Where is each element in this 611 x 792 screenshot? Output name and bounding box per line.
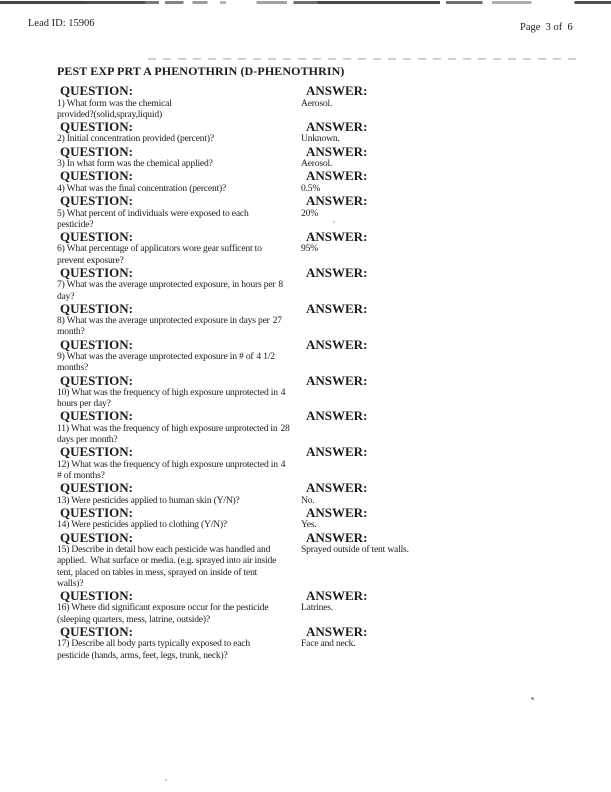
qa-block-5 [57, 195, 592, 230]
question-line-text: month? [57, 326, 85, 338]
qa-block-3 [57, 143, 592, 170]
question-line-text: 11) What was the frequency of high exposure unprotected in [57, 422, 278, 434]
qa-block-13 [57, 482, 592, 506]
question-label: QUESTION: [60, 408, 133, 424]
question-text [57, 279, 300, 301]
question-label: QUESTION: [60, 118, 133, 134]
question-text [57, 315, 300, 337]
answer-text [300, 279, 592, 301]
question-line-text: 5) What percent of individuals were exposed to each [57, 207, 249, 219]
question-line-text: prevent exposure? [57, 254, 124, 266]
question-line-text: 3) In what form was the chemical applied? [57, 158, 213, 170]
answer-text: No. [301, 494, 315, 506]
qa-block-10 [57, 372, 592, 410]
scan-artifact-line [148, 58, 580, 60]
answer-text [300, 423, 592, 445]
answer-text: 95% [301, 243, 318, 255]
answer-label: ANSWER: [306, 228, 368, 244]
question-line [57, 98, 300, 109]
question-line [57, 602, 300, 613]
question-line [57, 315, 300, 326]
question-label: QUESTION: [60, 336, 133, 352]
qa-list [57, 84, 592, 661]
answer-label: ANSWER: [306, 83, 368, 98]
question-line-text: months? [57, 362, 89, 374]
question-line [57, 326, 300, 337]
document-title: PEST EXP PRT A PHENOTHRIN (D-PHENOTHRIN) [57, 64, 345, 78]
qa-block-6 [57, 228, 592, 266]
answer-label: ANSWER: [306, 168, 368, 184]
question-line [57, 567, 300, 578]
question-text [57, 243, 300, 265]
qa-block-12 [57, 446, 592, 481]
qa-block-11 [57, 410, 592, 445]
question-line [57, 423, 300, 434]
question-line-text: 16) Where did significant exposure occur for the pesticide [57, 602, 269, 614]
question-line-text: day? [57, 290, 75, 302]
question-line-text: 4) What was the final concentration (percent)? [57, 182, 227, 194]
scan-edge-line [0, 1, 611, 4]
answer-text: Yes. [301, 519, 317, 531]
answer-text: Aerosol. [301, 97, 333, 109]
question-line-text: tent, placed on tables in mess, sprayed on inside of tent [57, 566, 258, 578]
qa-block-2 [57, 118, 592, 145]
question-line-text: applied. What surface or media. (e.g. sprayed into air inside [57, 555, 277, 567]
question-line-text: pesticide? [57, 218, 94, 230]
answer-label: ANSWER: [306, 300, 368, 316]
question-text [57, 133, 300, 144]
question-label: QUESTION: [60, 444, 133, 460]
question-line [57, 279, 300, 290]
question-label: QUESTION: [60, 143, 133, 159]
question-line [57, 208, 300, 219]
question-label: QUESTION: [60, 480, 133, 496]
question-line-text: 1) What form was the chemical [57, 97, 172, 109]
question-text [57, 351, 300, 373]
question-line-text: # of months? [57, 470, 105, 482]
qa-block-14 [57, 504, 592, 531]
answer-label: ANSWER: [306, 480, 368, 496]
answer-text: Face and neck. [301, 638, 356, 650]
question-line [57, 351, 300, 362]
question-line-text: provided?(solid,spray,liquid) [57, 108, 162, 120]
question-label: QUESTION: [60, 168, 133, 184]
page-number-label: Page 3 of 6 [520, 22, 573, 33]
answer-text: Latrines. [301, 602, 334, 614]
qa-block-8 [57, 300, 592, 338]
answer-text: Sprayed outside of tent walls. [301, 544, 409, 556]
question-line-text: 9) What was the average unprotected exposure in # of [57, 351, 254, 363]
qa-block-7 [57, 264, 592, 302]
question-line-text: days per month? [57, 434, 118, 446]
question-line-text: 17) Describe all body parts typically exposed to each [57, 638, 250, 650]
question-text [57, 544, 300, 589]
answer-text: 8 [278, 279, 283, 291]
question-label: QUESTION: [60, 228, 133, 244]
question-line-text: 14) Were pesticides applied to clothing (Y/N)? [57, 519, 227, 531]
question-line-text: hours per day? [57, 398, 111, 410]
answer-label: ANSWER: [306, 504, 368, 520]
answer-text [300, 459, 592, 481]
question-line [57, 519, 300, 530]
question-text [57, 459, 300, 481]
question-label: QUESTION: [60, 372, 133, 388]
qa-block-9 [57, 336, 592, 374]
answer-label: ANSWER: [306, 587, 368, 603]
lead-id-label: Lead ID: 15906 [28, 18, 95, 29]
qa-block-4 [57, 170, 592, 194]
answer-text: Unknown. [301, 133, 340, 145]
question-label: QUESTION: [60, 193, 133, 209]
answer-text: 20% [301, 207, 318, 219]
question-line [57, 459, 300, 470]
question-text [57, 602, 300, 624]
question-line-text: 12) What was the frequency of high exposure unprotected in [57, 458, 278, 470]
question-line-text: 7) What was the average unprotected exposure, in hours per [57, 279, 276, 291]
scan-speck [333, 221, 335, 223]
answer-text [300, 315, 592, 337]
answer-label: ANSWER: [306, 336, 368, 352]
question-label: QUESTION: [60, 504, 133, 520]
question-line-text: 8) What was the average unprotected exposure in days per [57, 315, 270, 327]
answer-label: ANSWER: [306, 372, 368, 388]
question-line-text: 15) Describe in detail how each pesticide was handled and [57, 544, 271, 556]
answer-label: ANSWER: [306, 623, 368, 639]
qa-block-1 [57, 85, 592, 120]
question-line [57, 387, 300, 398]
question-text [57, 387, 300, 409]
question-label: QUESTION: [60, 529, 133, 545]
qa-block-15 [57, 529, 592, 589]
question-label: QUESTION: [60, 300, 133, 316]
answer-label: ANSWER: [306, 264, 368, 280]
question-line [57, 638, 300, 649]
answer-text: 28 [280, 422, 290, 434]
question-label: QUESTION: [60, 587, 133, 603]
question-line-text: (sleeping quarters, mess, latrine, outside)? [57, 613, 210, 625]
question-label: QUESTION: [60, 264, 133, 280]
question-line [57, 243, 300, 254]
answer-text: 4 [280, 458, 286, 470]
answer-label: ANSWER: [306, 408, 368, 424]
scan-speck [531, 697, 534, 700]
question-line-text: 10) What was the frequency of high exposure unprotected in [57, 387, 278, 399]
question-line [57, 544, 300, 555]
question-line-text: walls)? [57, 577, 84, 589]
question-text [57, 519, 300, 530]
question-text [57, 638, 300, 660]
answer-text: 4 1/2 [256, 351, 275, 363]
answer-text: 0.5% [301, 182, 321, 194]
question-line [57, 650, 300, 661]
answer-label: ANSWER: [306, 529, 368, 545]
answer-text [300, 351, 592, 373]
answer-text: 4 [280, 387, 286, 399]
answer-label: ANSWER: [306, 444, 368, 460]
question-line [57, 555, 300, 566]
answer-label: ANSWER: [306, 118, 368, 134]
question-label: QUESTION: [60, 83, 133, 98]
answer-text [300, 387, 592, 409]
question-line-text: 6) What percentage of applicators wore gear sufficent to [57, 243, 262, 255]
answer-label: ANSWER: [306, 143, 368, 159]
question-line-text: pesticide (hands, arms, feet, legs, trunk, neck)? [57, 649, 228, 661]
qa-block-17 [57, 623, 592, 661]
answer-label: ANSWER: [306, 193, 368, 209]
question-line [57, 133, 300, 144]
answer-text: Aerosol. [301, 158, 333, 170]
qa-block-16 [57, 587, 592, 625]
question-line-text: 2) Initial concentration provided (percent)? [57, 133, 214, 145]
question-line [57, 362, 300, 373]
question-text [57, 208, 300, 230]
scan-speck [165, 779, 167, 781]
question-line-text: 13) Were pesticides applied to human skin (Y/N)? [57, 494, 240, 506]
question-text [57, 98, 300, 120]
question-label: QUESTION: [60, 623, 133, 639]
answer-text: 27 [272, 315, 282, 327]
question-text [57, 423, 300, 445]
